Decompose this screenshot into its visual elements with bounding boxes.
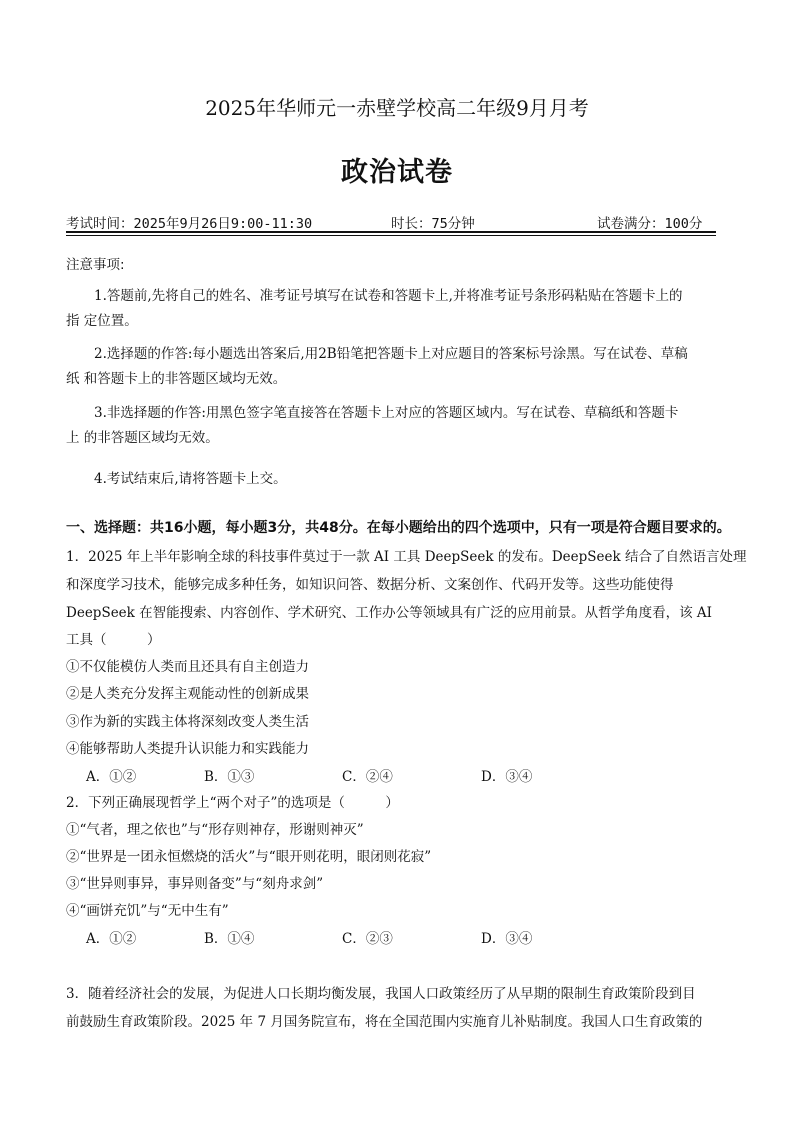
- exam-full-score: 试卷满分：100分: [597, 216, 703, 232]
- header-rule-thin: [66, 235, 716, 236]
- q1-option-b: B．①③: [204, 769, 255, 785]
- note-line: 指 定位置。: [66, 313, 138, 329]
- q2-option-d: D．③④: [481, 931, 533, 947]
- q2-statement: ④“画饼充饥”与“无中生有”: [66, 903, 229, 919]
- q2-option-b: B．①④: [204, 931, 255, 947]
- q1-option-a: A．①②: [86, 769, 137, 785]
- q1-option-d: D．③④: [481, 769, 533, 785]
- header-rule-thick: [66, 231, 716, 233]
- note-line: 3.非选择题的作答:用黑色签字笔直接答在答题卡上对应的答题区域内。写在试卷、草稿纸和答题卡: [94, 405, 679, 421]
- q1-statement: ③作为新的实践主体将深刻改变人类生活: [66, 714, 309, 730]
- exam-title: 2025年华师元一赤壁学校高二年级9月月考: [205, 96, 589, 120]
- q2-statement: ①“气者，理之依也”与“形存则神存，形谢则神灭”: [66, 822, 364, 838]
- q2-statement: ③“世异则事异，事异则备变”与“刻舟求剑”: [66, 876, 324, 892]
- note-line: 上 的非答题区域均无效。: [66, 430, 219, 446]
- exam-time: 考试时间：2025年9月26日9:00-11:30: [66, 216, 313, 232]
- exam-duration: 时长：75分钟: [391, 216, 475, 232]
- q3-text-line: 3．随着经济社会的发展，为促进人口长期均衡发展，我国人口政策经历了从早期的限制生育政策阶段到目: [66, 986, 696, 1002]
- note-item: [66, 401, 726, 451]
- q2-option-a: A．①②: [86, 931, 137, 947]
- section-heading: 一、选择题：共16小题，每小题3分，共48分。在每小题给出的四个选项中，只有一项是符合题目要求的。: [66, 520, 731, 536]
- note-line: 1.答题前,先将自己的姓名、准考证号填写在试卷和答题卡上,并将准考证号条形码粘贴在答题卡上的: [94, 288, 683, 304]
- note-item: [66, 342, 726, 392]
- note-line: 2.选择题的作答:每小题选出答案后,用2B铅笔把答题卡上对应题目的答案标号涂黑。写在试卷、草稿: [94, 346, 688, 362]
- q1-text-line: 和深度学习技术，能够完成多种任务，如知识问答、数据分析、文案创作、代码开发等。这些功能使得: [66, 577, 674, 593]
- q1-statement: ④能够帮助人类提升认识能力和实践能力: [66, 741, 309, 757]
- q3-text-line: 前鼓励生育政策阶段。2025 年 7 月国务院宣布，将在全国范围内实施育儿补贴制度。我国人口生育政策的: [66, 1014, 703, 1030]
- notes-heading: 注意事项:: [66, 257, 125, 273]
- q1-option-c: C．②④: [342, 769, 393, 785]
- q2-option-c: C．②③: [342, 931, 393, 947]
- q1-text-line: DeepSeek 在智能搜索、内容创作、学术研究、工作办公等领域具有广泛的应用前景。从哲学角度看，该 AI: [66, 605, 713, 621]
- note-item: [66, 284, 726, 334]
- q1-text-line: 工具（ ）: [66, 632, 161, 648]
- q1-text-line: 1．2025 年上半年影响全球的科技事件莫过于一款 AI 工具 DeepSeek 的发布。DeepSeek 结合了自然语言处理: [66, 549, 747, 565]
- subject-title: 政治试卷: [341, 157, 453, 188]
- q1-statement: ①不仅能模仿人类而且还具有自主创造力: [66, 659, 309, 675]
- note-item: [66, 467, 726, 492]
- note-line: 纸 和答题卡上的非答题区域均无效。: [66, 371, 287, 387]
- q1-statement: ②是人类充分发挥主观能动性的创新成果: [66, 686, 309, 702]
- note-line: 4.考试结束后,请将答题卡上交。: [94, 471, 287, 487]
- q2-statement: ②“世界是一团永恒燃烧的活火”与“眼开则花明，眼闭则花寂”: [66, 849, 432, 865]
- q2-stem: 2．下列正确展现哲学上“两个对子”的选项是（ ）: [66, 795, 399, 811]
